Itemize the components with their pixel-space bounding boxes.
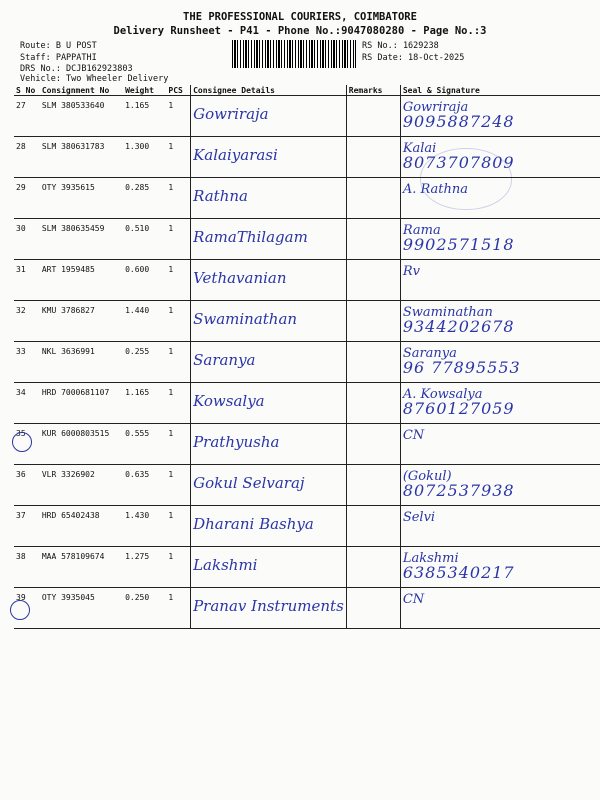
consignee-name: Dharani Bashya <box>193 515 314 533</box>
signature-text: CN <box>402 592 425 607</box>
consignee-cell <box>191 178 347 219</box>
table-row <box>14 383 600 424</box>
col-signature: Seal & Signature <box>400 85 600 96</box>
consignee-cell <box>191 260 347 301</box>
consignment-cell: KMU 3786827 <box>40 301 123 342</box>
table-header-row <box>14 85 600 96</box>
circle-mark <box>10 600 30 620</box>
remarks-cell <box>346 260 400 301</box>
remarks-cell <box>346 178 400 219</box>
remarks-cell <box>346 137 400 178</box>
weight-cell: 1.165 <box>123 383 166 424</box>
route-text: Route: B U POST <box>20 41 97 51</box>
consignee-name: Rathna <box>193 187 248 205</box>
signature-cell <box>400 547 600 588</box>
consignee-name: Kowsalya <box>193 392 265 410</box>
consignee-name: Swaminathan <box>193 310 298 328</box>
sno-cell: 28 <box>14 137 40 178</box>
signature-cell <box>400 96 600 137</box>
consignee-cell <box>191 301 347 342</box>
pcs-cell: 1 <box>166 506 190 547</box>
consignee-cell <box>191 137 347 178</box>
weight-cell: 0.285 <box>123 178 166 219</box>
weight-cell: 1.275 <box>123 547 166 588</box>
barcode <box>232 40 356 68</box>
consignment-cell: KUR 6000803515 <box>40 424 123 465</box>
weight-cell: 0.255 <box>123 342 166 383</box>
sno-cell: 29 <box>14 178 40 219</box>
signature-cell <box>400 219 600 260</box>
pcs-cell: 1 <box>166 547 190 588</box>
rs-date: RS Date: 18-Oct-2025 <box>362 53 465 63</box>
pcs-cell: 1 <box>166 424 190 465</box>
pcs-cell: 1 <box>166 137 190 178</box>
pcs-cell: 1 <box>166 301 190 342</box>
signature-text: Selvi <box>402 510 436 525</box>
table-row <box>14 506 600 547</box>
remarks-cell <box>346 219 400 260</box>
signature-text: Rv <box>402 264 420 279</box>
signature-text: Saranya <box>402 346 457 361</box>
col-weight: Weight <box>123 85 166 96</box>
remarks-cell <box>346 547 400 588</box>
consignee-cell <box>191 383 347 424</box>
signature-cell <box>400 506 600 547</box>
sno-cell: 27 <box>14 96 40 137</box>
remarks-cell <box>346 588 400 629</box>
drs-number: DRS No.: DCJB162923803 <box>20 64 133 74</box>
remarks-cell <box>346 96 400 137</box>
consignee-name: Prathyusha <box>193 433 280 451</box>
weight-cell: 0.635 <box>123 465 166 506</box>
consignee-cell <box>191 424 347 465</box>
consignee-name: RamaThilagam <box>193 228 308 246</box>
table-row <box>14 588 600 629</box>
signature-phone: 9344202678 <box>402 317 515 336</box>
consignment-cell: ART 1959485 <box>40 260 123 301</box>
sno-cell: 35 <box>14 424 40 465</box>
consignee-name: Vethavanian <box>193 269 287 287</box>
weight-cell: 0.555 <box>123 424 166 465</box>
signature-phone: 8073707809 <box>402 153 515 172</box>
table-row <box>14 465 600 506</box>
sno-cell: 38 <box>14 547 40 588</box>
remarks-cell <box>346 424 400 465</box>
runsheet-subtitle: Delivery Runsheet - P41 - Phone No.:9047080280 - Page No.:3 <box>113 25 487 37</box>
signature-cell <box>400 178 600 219</box>
consignment-cell: HRD 7000681107 <box>40 383 123 424</box>
staff-text: Staff: PAPPATHI <box>20 53 97 63</box>
consignee-name: Lakshmi <box>193 556 258 574</box>
signature-text: Rama <box>402 223 441 238</box>
rs-number: RS No.: 1629238 <box>362 41 439 51</box>
table-row <box>14 301 600 342</box>
col-pcs: PCS <box>166 85 190 96</box>
vehicle-text: Vehicle: Two Wheeler Delivery <box>20 74 169 84</box>
table-row <box>14 260 600 301</box>
signature-cell <box>400 465 600 506</box>
consignment-cell: OTY 3935615 <box>40 178 123 219</box>
consignee-name: Saranya <box>193 351 256 369</box>
weight-cell: 1.165 <box>123 96 166 137</box>
sno-cell: 37 <box>14 506 40 547</box>
weight-cell: 0.510 <box>123 219 166 260</box>
consignment-cell: VLR 3326902 <box>40 465 123 506</box>
col-consignee: Consignee Details <box>191 85 347 96</box>
col-remarks: Remarks <box>346 85 400 96</box>
signature-text: (Gokul) <box>402 469 452 484</box>
consignee-name: Gowriraja <box>193 105 269 123</box>
signature-phone: 9902571518 <box>402 235 515 254</box>
consignee-name: Kalaiyarasi <box>193 146 278 164</box>
signature-text: Swaminathan <box>402 305 493 320</box>
weight-cell: 0.600 <box>123 260 166 301</box>
signature-cell <box>400 588 600 629</box>
signature-phone: 8072537938 <box>402 481 515 500</box>
col-sno: S No <box>14 85 40 96</box>
signature-text: A. Kowsalya <box>402 387 483 402</box>
signature-text: Kalai <box>402 141 437 156</box>
consignee-cell <box>191 588 347 629</box>
consignee-cell <box>191 547 347 588</box>
circle-mark <box>12 432 32 452</box>
signature-phone: 9095887248 <box>402 112 515 131</box>
consignee-name: Gokul Selvaraj <box>193 474 305 492</box>
signature-cell <box>400 383 600 424</box>
signature-cell <box>400 342 600 383</box>
signature-text: A. Rathna <box>402 182 469 197</box>
pcs-cell: 1 <box>166 588 190 629</box>
signature-cell <box>400 301 600 342</box>
signature-cell <box>400 137 600 178</box>
signature-text: CN <box>402 428 425 443</box>
consignment-cell: OTY 3935045 <box>40 588 123 629</box>
pcs-cell: 1 <box>166 178 190 219</box>
sno-cell: 36 <box>14 465 40 506</box>
consignment-cell: MAA 578109674 <box>40 547 123 588</box>
table-row <box>14 219 600 260</box>
signature-cell <box>400 260 600 301</box>
sno-cell: 33 <box>14 342 40 383</box>
pcs-cell: 1 <box>166 465 190 506</box>
consignment-cell: SLM 380631783 <box>40 137 123 178</box>
signature-text: Lakshmi <box>402 551 459 566</box>
consignment-cell: HRD 65402438 <box>40 506 123 547</box>
company-title: THE PROFESSIONAL COURIERS, COIMBATORE <box>183 11 417 23</box>
remarks-cell <box>346 301 400 342</box>
consignee-cell <box>191 506 347 547</box>
consignment-cell: NKL 3636991 <box>40 342 123 383</box>
signature-cell <box>400 424 600 465</box>
consignee-cell <box>191 219 347 260</box>
col-consignment: Consignment No <box>40 85 123 96</box>
sno-cell: 39 <box>14 588 40 629</box>
table-row <box>14 547 600 588</box>
table-row <box>14 137 600 178</box>
pcs-cell: 1 <box>166 96 190 137</box>
consignment-cell: SLM 380533640 <box>40 96 123 137</box>
signature-text: Gowriraja <box>402 100 469 115</box>
table-row <box>14 342 600 383</box>
sno-cell: 32 <box>14 301 40 342</box>
sno-cell: 31 <box>14 260 40 301</box>
weight-cell: 1.430 <box>123 506 166 547</box>
consignee-cell <box>191 96 347 137</box>
signature-phone: 96 77895553 <box>402 358 521 377</box>
consignee-cell <box>191 342 347 383</box>
remarks-cell <box>346 342 400 383</box>
consignee-cell <box>191 465 347 506</box>
pcs-cell: 1 <box>166 260 190 301</box>
signature-phone: 8760127059 <box>402 399 515 418</box>
weight-cell: 0.250 <box>123 588 166 629</box>
remarks-cell <box>346 383 400 424</box>
weight-cell: 1.440 <box>123 301 166 342</box>
remarks-cell <box>346 506 400 547</box>
runsheet-table <box>14 85 600 629</box>
consignee-name: Pranav Instruments <box>193 597 344 615</box>
table-row <box>14 424 600 465</box>
consignment-cell: SLM 380635459 <box>40 219 123 260</box>
signature-phone: 6385340217 <box>402 563 515 582</box>
weight-cell: 1.300 <box>123 137 166 178</box>
sno-cell: 30 <box>14 219 40 260</box>
table-row <box>14 178 600 219</box>
pcs-cell: 1 <box>166 342 190 383</box>
pcs-cell: 1 <box>166 219 190 260</box>
sno-cell: 34 <box>14 383 40 424</box>
pcs-cell: 1 <box>166 383 190 424</box>
remarks-cell <box>346 465 400 506</box>
table-row <box>14 96 600 137</box>
